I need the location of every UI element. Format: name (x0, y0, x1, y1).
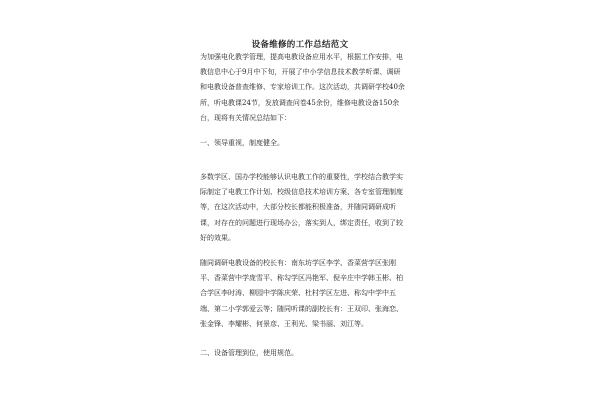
section-heading-1: 一、领导重视，制度健全。 (200, 139, 284, 147)
intro-paragraph: 为加强电化教学管理，提高电教设备应用水平，根据工作安排，电 教信息中心于9月中下旬，开展了中小学信息技术教学听课、调研 和电教设备普查维修、专家培训工作。这次活动，共调研学校40余 所，听电教课24节，发放调查问卷45余份，维修电教设备150余 台，现将有关情况总结如下： (200, 53, 405, 122)
section-1-paragraph: 多数学区、国办学校能够认识电教工作的重要性，学校结合教学实 际制定了电教工作计划、校级信息技术培训方案、各专室管理制度 等，在这次活动中，大部分校长都能积极准备，并随同调研成听 课，对存在的问题进行现场办公，落实到人，绑定责任，收到了较 好的效果。 (200, 173, 403, 242)
document-title: 设备维修的工作总结范文 (251, 40, 349, 50)
section-1-paragraph-2: 随同调研电教设备的校长有：南东坊学区李学、香菜营学区张刚 平、香菜营中学庞雪平、称勾学区冯艳军、倪辛庄中学韩玉彬、柏 合学区李时涛、柳园中学陈庆荣、杜村学区左进、称勾中学中五 端、第二小学郭爱云等；随同听课的副校长有：王双印、张海恋、 张金锋、李耀彬、何景彦、王利光、梁书丽、刘江等。 (200, 259, 403, 328)
section-heading-2: 二、设备管理到位，使用规范。 (200, 349, 298, 357)
